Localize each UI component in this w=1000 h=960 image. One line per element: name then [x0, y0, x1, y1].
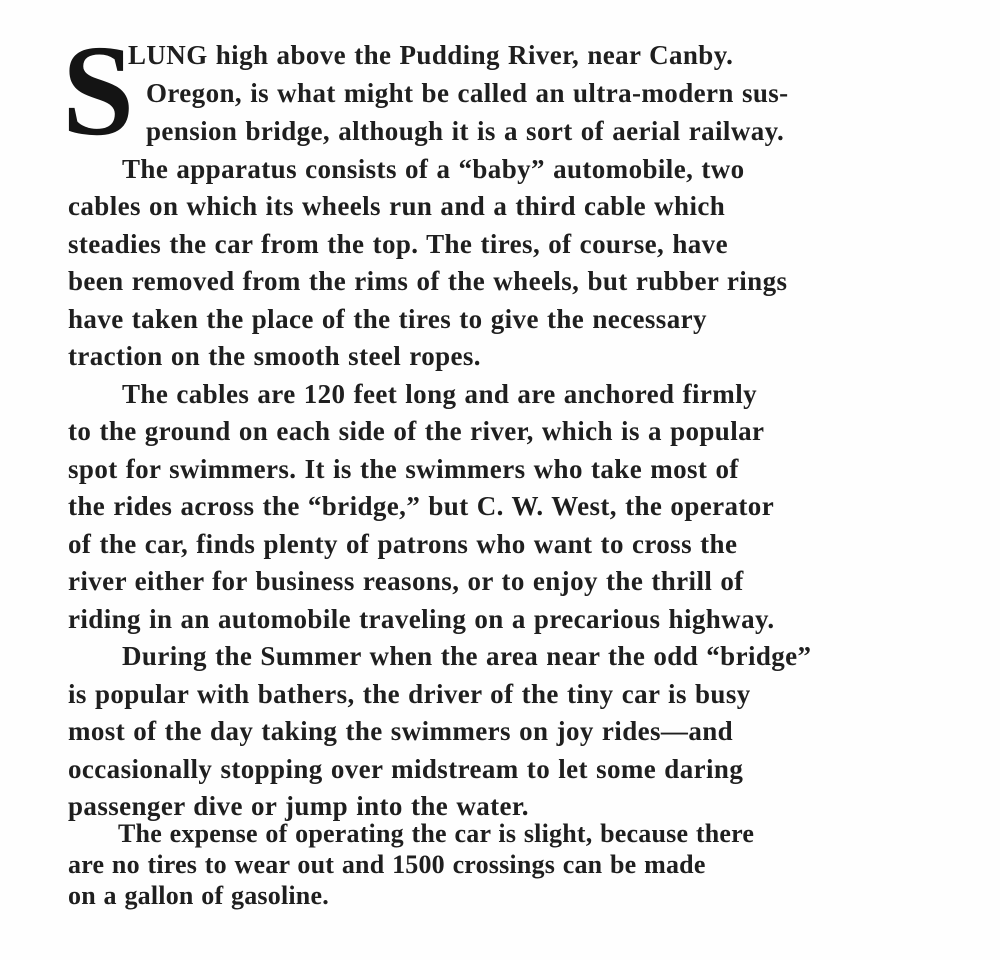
text-line: traction on the smooth steel ropes.	[68, 341, 481, 371]
text-line: is popular with bathers, the driver of the tiny car is busy	[68, 679, 751, 709]
text-line: been removed from the rims of the wheels, but rubber rings	[68, 266, 788, 296]
text-line: Oregon, is what might be called an ultra-modern sus-	[146, 78, 789, 108]
text-line: The cables are 120 feet long and are anchored firmly	[122, 379, 757, 409]
text-line: The expense of operating the car is slight, because there	[118, 819, 755, 848]
text-line: have taken the place of the tires to give the necessary	[68, 304, 707, 334]
text-line: occasionally stopping over midstream to let some daring	[68, 754, 744, 784]
text-line: on a gallon of gasoline.	[68, 881, 329, 910]
text-line: most of the day taking the swimmers on joy rides—and	[68, 716, 734, 746]
text-line: are no tires to wear out and 1500 crossings can be made	[68, 850, 706, 879]
text-line: steadies the car from the top. The tires, of course, have	[68, 229, 728, 259]
text-line: river either for business reasons, or to enjoy the thrill of	[68, 566, 744, 596]
text-line: During the Summer when the area near the odd “bridge”	[122, 641, 812, 671]
text-line: LUNG high above the Pudding River, near Canby.	[128, 40, 734, 70]
text-line: riding in an automobile traveling on a precarious highway.	[68, 604, 775, 634]
text-line: The apparatus consists of a “baby” automobile, two	[122, 154, 745, 184]
text-line: the rides across the “bridge,” but C. W. West, the operator	[68, 491, 775, 521]
text-line: pension bridge, although it is a sort of aerial railway.	[146, 116, 785, 146]
text-line: passenger dive or jump into the water.	[68, 791, 529, 821]
text-line: spot for swimmers. It is the swimmers who take most of	[68, 454, 739, 484]
text-line: of the car, finds plenty of patrons who want to cross the	[68, 529, 738, 559]
text-line: cables on which its wheels run and a third cable which	[68, 191, 726, 221]
drop-cap-letter: S	[62, 19, 135, 163]
text-line: to the ground on each side of the river, which is a popular	[68, 416, 765, 446]
